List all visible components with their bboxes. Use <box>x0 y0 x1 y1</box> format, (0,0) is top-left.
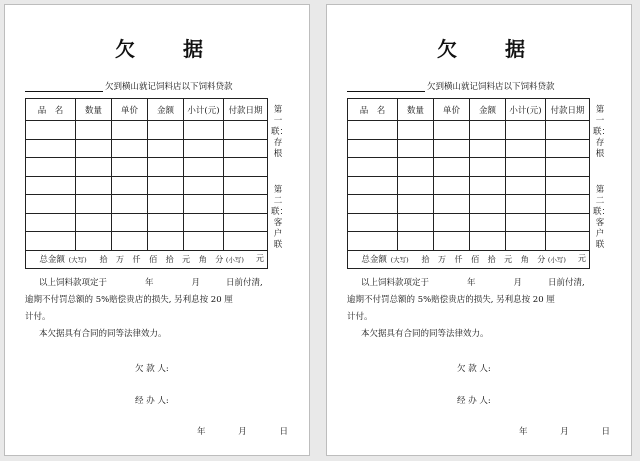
table-row <box>348 158 590 177</box>
table-cell[interactable] <box>546 139 590 158</box>
date-year: 年 <box>197 427 206 437</box>
table-cell[interactable] <box>506 176 546 195</box>
table-cell[interactable] <box>148 139 184 158</box>
title-char-2: 据 <box>505 37 529 61</box>
header-row <box>348 99 590 121</box>
table-row <box>348 121 590 140</box>
table-cell[interactable] <box>112 176 148 195</box>
items-table <box>25 98 268 269</box>
total-cell[interactable] <box>348 250 590 269</box>
table-cell[interactable] <box>506 139 546 158</box>
debtor-name-blank[interactable] <box>347 81 425 92</box>
unit-ten-thousand: 万 <box>437 255 446 265</box>
table-cell[interactable] <box>26 213 76 232</box>
unit-ten-thousand-ten: 拾 <box>421 255 430 265</box>
small-note: (小写) <box>547 256 566 265</box>
table-row <box>348 139 590 158</box>
table-cell[interactable] <box>434 176 470 195</box>
capital-note: (大写) <box>68 256 87 265</box>
date-day: 日 <box>279 427 288 437</box>
table-row <box>26 213 268 232</box>
total-label: 总金额 <box>39 255 65 266</box>
table-cell[interactable] <box>148 121 184 140</box>
table-cell[interactable] <box>26 121 76 140</box>
terms-line-4: 本欠据具有合同的同等法律效力。 <box>39 329 167 339</box>
table-row <box>348 176 590 195</box>
total-label: 总金额 <box>361 255 387 266</box>
table-cell[interactable] <box>348 213 398 232</box>
table-cell[interactable] <box>148 176 184 195</box>
receipt-right <box>326 4 632 456</box>
table-row <box>26 176 268 195</box>
table-row <box>26 195 268 214</box>
table-cell[interactable] <box>398 213 434 232</box>
table-cell[interactable] <box>112 213 148 232</box>
header-name: 品 名 <box>348 99 398 121</box>
table-cell[interactable] <box>398 195 434 214</box>
table-cell[interactable] <box>184 232 224 251</box>
date-line <box>197 425 288 437</box>
table-cell[interactable] <box>184 195 224 214</box>
table-cell[interactable] <box>434 121 470 140</box>
table-cell[interactable] <box>26 158 76 177</box>
terms-month: 月 <box>513 278 523 288</box>
title-char-2: 据 <box>183 37 207 61</box>
header-name: 品 名 <box>26 99 76 121</box>
table-row <box>26 139 268 158</box>
table-cell[interactable] <box>224 158 268 177</box>
header-subtotal: 小计(元) <box>184 99 224 121</box>
table-row <box>26 158 268 177</box>
side-label-customer: 第二联：客户联 <box>271 185 289 250</box>
terms-line-4: 本欠据具有合同的同等法律效力。 <box>361 329 489 339</box>
table-cell[interactable] <box>434 139 470 158</box>
table-cell[interactable] <box>506 121 546 140</box>
header-subtotal: 小计(元) <box>506 99 546 121</box>
table-cell[interactable] <box>470 121 506 140</box>
debtor-signature[interactable]: 欠 款 人: <box>135 364 169 374</box>
table-cell[interactable] <box>26 232 76 251</box>
table-cell[interactable] <box>470 139 506 158</box>
table-cell[interactable] <box>184 213 224 232</box>
total-row <box>26 250 268 269</box>
unit-hundred: 佰 <box>149 255 158 265</box>
table-cell[interactable] <box>546 121 590 140</box>
table-cell[interactable] <box>112 195 148 214</box>
table-cell[interactable] <box>434 232 470 251</box>
table-cell[interactable] <box>184 158 224 177</box>
receipt-left <box>4 4 310 456</box>
table-cell[interactable] <box>546 176 590 195</box>
terms-line-3: 计付。 <box>25 312 51 322</box>
table-cell[interactable] <box>224 213 268 232</box>
table-cell[interactable] <box>184 176 224 195</box>
table-cell[interactable] <box>398 121 434 140</box>
header-unit-price: 单价 <box>434 99 470 121</box>
table-cell[interactable] <box>546 213 590 232</box>
table-cell[interactable] <box>76 158 112 177</box>
table-cell[interactable] <box>112 232 148 251</box>
unit-ten: 拾 <box>165 255 174 265</box>
unit-yuan: 元 <box>182 255 191 265</box>
table-cell[interactable] <box>184 139 224 158</box>
table-cell[interactable] <box>348 158 398 177</box>
table-cell[interactable] <box>112 139 148 158</box>
date-month: 月 <box>238 427 247 437</box>
terms-line-1 <box>347 275 617 292</box>
table-cell[interactable] <box>76 176 112 195</box>
table-cell[interactable] <box>26 139 76 158</box>
table-cell[interactable] <box>470 158 506 177</box>
table-cell[interactable] <box>224 176 268 195</box>
table-cell[interactable] <box>76 121 112 140</box>
terms-block <box>25 275 295 343</box>
debtor-line-text: 欠到横山就记饲料店以下饲料贷款 <box>427 82 555 92</box>
debtor-line <box>25 80 295 96</box>
date-year: 年 <box>519 427 528 437</box>
table-cell[interactable] <box>470 232 506 251</box>
table-cell[interactable] <box>112 158 148 177</box>
terms-line-2: 逾期不付罚总额的 5%赔偿贵店的损失, 另利息按 20 厘 <box>25 295 233 305</box>
table-cell[interactable] <box>76 232 112 251</box>
date-month: 月 <box>560 427 569 437</box>
side-label-customer: 第二联：客户联 <box>593 185 611 250</box>
terms-line-1-text: 以上饲料款项定于 <box>361 278 430 288</box>
terms-block <box>347 275 617 343</box>
title-char-1: 欠 <box>115 37 139 61</box>
table-cell[interactable] <box>470 213 506 232</box>
small-note: (小写) <box>225 256 244 265</box>
debtor-name-blank[interactable] <box>25 81 103 92</box>
table-cell[interactable] <box>506 158 546 177</box>
table-cell[interactable] <box>148 213 184 232</box>
title-char-1: 欠 <box>437 37 461 61</box>
header-pay-date: 付款日期 <box>224 99 268 121</box>
table-cell[interactable] <box>434 195 470 214</box>
capital-note: (大写) <box>390 256 409 265</box>
unit-hundred: 佰 <box>471 255 480 265</box>
table-cell[interactable] <box>348 176 398 195</box>
table-cell[interactable] <box>546 232 590 251</box>
table-cell[interactable] <box>506 232 546 251</box>
total-row <box>348 250 590 269</box>
table-cell[interactable] <box>398 139 434 158</box>
table-cell[interactable] <box>76 139 112 158</box>
table-row <box>26 232 268 251</box>
table-cell[interactable] <box>224 195 268 214</box>
table-cell[interactable] <box>26 195 76 214</box>
header-row <box>26 99 268 121</box>
table-row <box>348 195 590 214</box>
table-cell[interactable] <box>26 176 76 195</box>
unit-ten: 拾 <box>487 255 496 265</box>
terms-month: 月 <box>191 278 201 288</box>
table-cell[interactable] <box>470 195 506 214</box>
header-quantity: 数量 <box>76 99 112 121</box>
table-cell[interactable] <box>434 213 470 232</box>
unit-fen: 分 <box>537 255 546 265</box>
terms-line-1-text: 以上饲料款项定于 <box>39 278 108 288</box>
table-cell[interactable] <box>398 232 434 251</box>
items-table <box>347 98 590 269</box>
table-cell[interactable] <box>348 195 398 214</box>
table-cell[interactable] <box>398 176 434 195</box>
terms-line-1-end: 日前付清, <box>226 278 263 288</box>
table-row <box>348 213 590 232</box>
side-label-stub: 第一联：存根 <box>271 105 289 159</box>
header-unit-price: 单价 <box>112 99 148 121</box>
unit-jiao: 角 <box>520 255 529 265</box>
terms-line-1 <box>25 275 295 292</box>
header-amount: 金额 <box>148 99 184 121</box>
table-cell[interactable] <box>546 195 590 214</box>
terms-line-2: 逾期不付罚总额的 5%赔偿贵店的损失, 另利息按 20 厘 <box>347 295 555 305</box>
table-cell[interactable] <box>184 121 224 140</box>
table-cell[interactable] <box>546 158 590 177</box>
table-cell[interactable] <box>76 213 112 232</box>
table-cell[interactable] <box>224 232 268 251</box>
table-cell[interactable] <box>76 195 112 214</box>
date-day: 日 <box>601 427 610 437</box>
table-cell[interactable] <box>148 195 184 214</box>
table-cell[interactable] <box>224 121 268 140</box>
unit-fen: 分 <box>215 255 224 265</box>
debtor-line <box>347 80 617 96</box>
header-quantity: 数量 <box>398 99 434 121</box>
table-cell[interactable] <box>470 176 506 195</box>
table-cell[interactable] <box>348 232 398 251</box>
unit-ten-thousand: 万 <box>115 255 124 265</box>
unit-thousand: 仟 <box>132 255 141 265</box>
side-label-stub: 第一联：存根 <box>593 105 611 159</box>
table-cell[interactable] <box>348 121 398 140</box>
debtor-line-text: 欠到横山就记饲料店以下饲料贷款 <box>105 82 233 92</box>
header-amount: 金额 <box>470 99 506 121</box>
handler-signature[interactable]: 经 办 人: <box>457 396 491 406</box>
table-cell[interactable] <box>348 139 398 158</box>
terms-line-1-end: 日前付清, <box>548 278 585 288</box>
unit-ten-thousand-ten: 拾 <box>99 255 108 265</box>
unit-jiao: 角 <box>198 255 207 265</box>
debtor-signature[interactable]: 欠 款 人: <box>457 364 491 374</box>
terms-year: 年 <box>467 278 476 288</box>
table-cell[interactable] <box>224 139 268 158</box>
unit-yuan: 元 <box>504 255 513 265</box>
table-cell[interactable] <box>506 195 546 214</box>
table-cell[interactable] <box>148 232 184 251</box>
yuan-label: 元 <box>256 254 264 264</box>
total-cell[interactable] <box>26 250 268 269</box>
date-line <box>519 425 610 437</box>
unit-thousand: 仟 <box>454 255 463 265</box>
table-row <box>348 232 590 251</box>
table-cell[interactable] <box>398 158 434 177</box>
table-cell[interactable] <box>148 158 184 177</box>
table-cell[interactable] <box>506 213 546 232</box>
table-cell[interactable] <box>434 158 470 177</box>
table-row <box>26 121 268 140</box>
table-cell[interactable] <box>112 121 148 140</box>
yuan-label: 元 <box>578 254 586 264</box>
terms-line-3: 计付。 <box>347 312 373 322</box>
handler-signature[interactable]: 经 办 人: <box>135 396 169 406</box>
terms-year: 年 <box>145 278 154 288</box>
header-pay-date: 付款日期 <box>546 99 590 121</box>
